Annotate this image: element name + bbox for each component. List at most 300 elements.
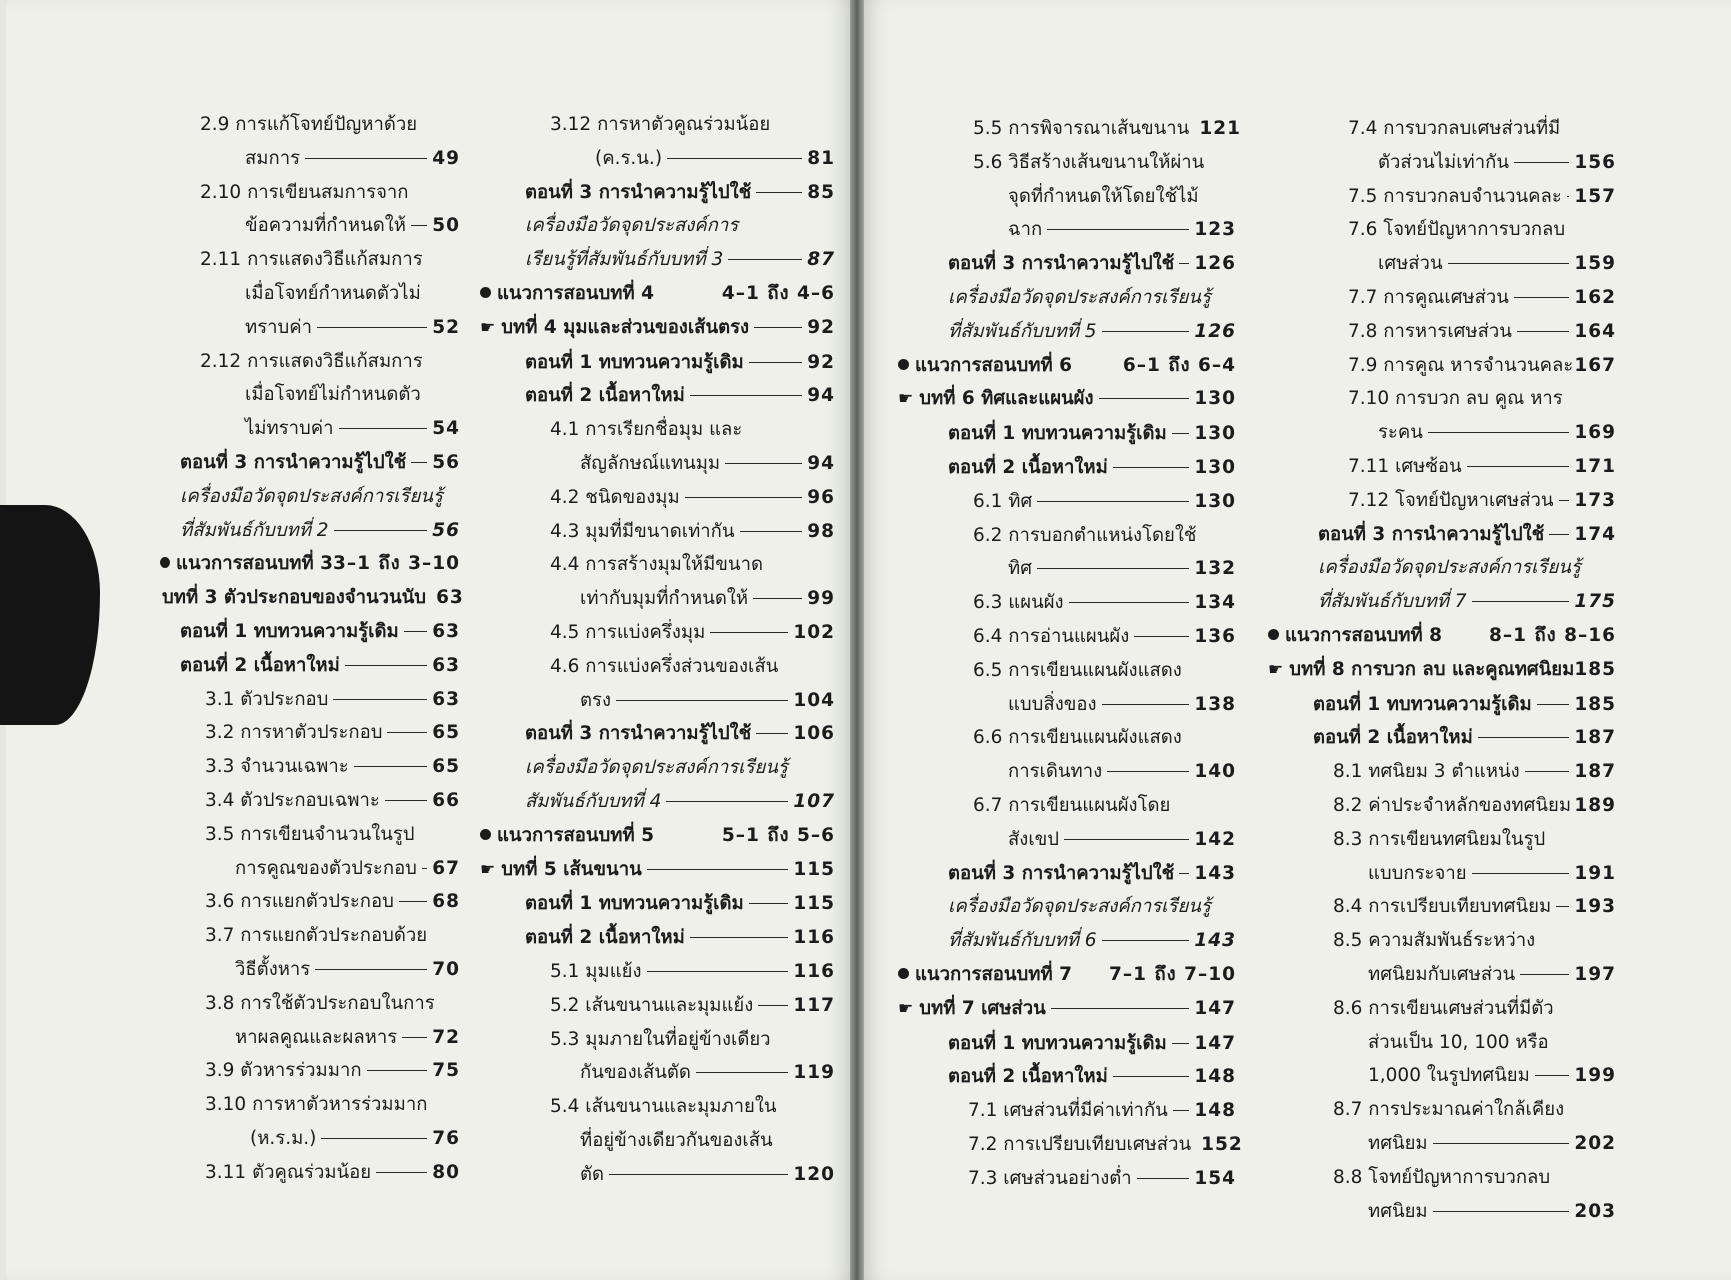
toc-entry	[160, 378, 460, 412]
toc-entry	[1268, 1161, 1616, 1195]
leader-line	[1134, 636, 1189, 637]
toc-page-number: 126	[1194, 253, 1236, 275]
leader-line	[1047, 229, 1189, 230]
toc-entry-title: ทราบค่า	[245, 316, 313, 338]
toc-page-number: 5–1 ถึง 5–6	[721, 824, 835, 846]
toc-entry-title: 5.1 มุมแย้ง	[550, 960, 642, 982]
toc-page-number: 94	[807, 385, 835, 407]
toc-page-number: 76	[432, 1127, 460, 1149]
toc-entry	[160, 480, 460, 514]
toc-entry-title: ตรง	[580, 689, 611, 711]
toc-column-1	[160, 108, 464, 1190]
toc-page-number: 68	[432, 891, 460, 913]
toc-entry-title: ตัด	[580, 1163, 605, 1185]
toc-entry-title: 3.6 การแยกตัวประกอบ	[205, 891, 394, 913]
toc-entry-title: 3.5 การเขียนจำนวนในรูป	[205, 823, 415, 845]
toc-entry	[1268, 755, 1616, 789]
toc-entry-title: 5.3 มุมภายในที่อยู่ข้างเดียว	[550, 1028, 771, 1050]
toc-page-number: 115	[793, 858, 835, 880]
leader-line	[1102, 704, 1190, 705]
toc-page-number: 121	[1199, 118, 1241, 139]
toc-page-number: 72	[432, 1026, 460, 1048]
toc-page-number: 94	[807, 452, 835, 474]
leader-line	[616, 700, 788, 701]
toc-entry	[898, 382, 1236, 417]
leader-line	[1567, 196, 1570, 197]
toc-entry	[898, 180, 1236, 214]
toc-page-number: 66	[432, 789, 460, 811]
leader-line	[1037, 568, 1189, 569]
toc-entry-title: ที่สัมพันธ์กับบทที่ 7	[1318, 591, 1467, 613]
leader-line	[1051, 1008, 1190, 1009]
toc-entry-title: แบบกระจาย	[1368, 862, 1467, 884]
leader-line	[609, 1174, 788, 1175]
leader-line	[1559, 500, 1570, 501]
bullet-icon	[480, 287, 491, 298]
toc-page-number: 143	[1194, 862, 1236, 884]
toc-page-number: 140	[1194, 761, 1236, 783]
toc-page-number: 115	[793, 893, 835, 915]
pointing-hand-icon: ☛	[1268, 659, 1284, 680]
toc-entry-title: ตอนที่ 3 การนำความรู้ไปใช้	[525, 181, 752, 203]
leader-line	[1137, 1178, 1190, 1179]
toc-page-number: 147	[1194, 1032, 1236, 1054]
toc-entry	[160, 1122, 460, 1156]
toc-page-number: 175	[1574, 591, 1616, 613]
toc-entry	[480, 548, 835, 582]
toc-entry	[160, 615, 460, 649]
toc-page-number: 67	[432, 857, 460, 879]
toc-entry-title: 6.2 การบอกตำแหน่งโดยใช้	[973, 524, 1197, 546]
toc-entry	[160, 1054, 460, 1088]
toc-entry-title: ตอนที่ 3 การนำความรู้ไปใช้	[948, 253, 1175, 275]
toc-entry-title: บทที่ 8 การบวก ลบ และคูณทศนิยม	[1289, 658, 1575, 680]
toc-entry-title: (ค.ร.น.)	[595, 147, 663, 169]
toc-page-number: 130	[1194, 490, 1236, 512]
toc-entry-title: 2.11 การแสดงวิธีแก้สมการ	[200, 249, 423, 271]
toc-column-2	[480, 108, 835, 1192]
toc-entry-title: ส่วนเป็น 10, 100 หรือ	[1368, 1031, 1549, 1053]
toc-page-number: 138	[1194, 693, 1236, 715]
leader-line	[385, 800, 427, 801]
leader-line	[411, 225, 427, 226]
pointing-hand-icon: ☛	[480, 859, 496, 880]
toc-entry-title: 3.11 ตัวคูณร่วมน้อย	[205, 1161, 372, 1183]
leader-line	[354, 766, 428, 767]
toc-entry	[898, 485, 1236, 519]
leader-line	[1478, 737, 1570, 738]
toc-entry-title: 2.9 การแก้โจทย์ปัญหาด้วย	[200, 114, 418, 135]
leader-line	[387, 732, 427, 733]
toc-entry-title: สมการ	[245, 147, 301, 169]
toc-entry	[1268, 518, 1616, 552]
toc-entry-title: ตอนที่ 1 ทบทวนความรู้เดิม	[948, 1032, 1167, 1054]
leader-line	[1549, 534, 1569, 535]
toc-entry	[480, 243, 835, 277]
toc-entry	[480, 582, 835, 616]
leader-line	[710, 632, 788, 633]
toc-page-number: 81	[807, 147, 835, 169]
toc-page-number: 80	[432, 1161, 460, 1183]
leader-line	[1517, 331, 1569, 332]
toc-entry-title: บทที่ 6 ทิศและแผนผัง	[919, 388, 1094, 410]
toc-entry	[898, 247, 1236, 281]
toc-entry-title: 8.8 โจทย์ปัญหาการบวกลบ	[1333, 1166, 1551, 1188]
toc-entry-title: 7.7 การคูณเศษส่วน	[1348, 286, 1509, 308]
leader-line	[1433, 1143, 1570, 1144]
toc-entry-title: แนวการสอนบทที่ 6	[915, 354, 1072, 376]
toc-entry	[898, 1162, 1236, 1196]
toc-page-number: 185	[1574, 658, 1616, 680]
leader-line	[1113, 467, 1190, 468]
toc-entry-title: 3.1 ตัวประกอบ	[205, 688, 329, 710]
leader-line	[1173, 1110, 1190, 1111]
toc-entry-title: 5.2 เส้นขนานและมุมแย้ง	[550, 994, 754, 1016]
leader-line	[1179, 873, 1189, 874]
toc-entry	[480, 785, 835, 819]
toc-entry-title: ทศนิยม	[1368, 1200, 1428, 1222]
toc-page-number: 173	[1574, 489, 1616, 511]
toc-entry	[160, 176, 460, 210]
toc-page-number: 119	[793, 1062, 835, 1084]
leader-line	[1472, 873, 1570, 874]
toc-page-number: 49	[432, 147, 460, 169]
toc-page-number: 154	[1194, 1167, 1236, 1189]
toc-entry-title: บทที่ 4 มุมและส่วนของเส้นตรง	[501, 316, 750, 338]
toc-entry	[160, 885, 460, 919]
toc-entry-title: 8.7 การประมาณค่าใกล้เคียง	[1333, 1099, 1565, 1121]
toc-entry-title: 4.2 ชนิดของมุม	[550, 486, 680, 508]
toc-page-number: 199	[1574, 1065, 1616, 1087]
leader-line	[1099, 398, 1190, 399]
toc-page-number: 169	[1574, 422, 1616, 444]
toc-entry-title: ตอนที่ 3 การนำความรู้ไปใช้	[180, 451, 407, 473]
toc-entry	[160, 277, 460, 311]
toc-entry	[480, 989, 835, 1023]
toc-entry-title: 6.7 การเขียนแผนผังโดย	[973, 794, 1171, 816]
toc-entry-title: 3.8 การใช้ตัวประกอบในการ	[205, 992, 435, 1014]
toc-entry	[1268, 180, 1616, 214]
toc-page-number: 136	[1194, 625, 1236, 647]
toc-entry	[1268, 619, 1616, 653]
toc-entry-title: ระคน	[1378, 422, 1423, 444]
toc-entry-title: เครื่องมือวัดจุดประสงค์การเรียนรู้	[1318, 557, 1581, 579]
leader-line	[402, 1037, 427, 1038]
leader-line	[1467, 466, 1570, 467]
leader-line	[647, 971, 789, 972]
toc-entry	[1268, 213, 1616, 247]
toc-entry	[1268, 789, 1616, 823]
toc-page-number: 63	[432, 620, 460, 642]
toc-entry	[1268, 315, 1616, 349]
toc-page-number: 157	[1574, 185, 1616, 207]
toc-entry-title: 4.1 การเรียกชื่อมุม และ	[550, 419, 743, 441]
toc-entry	[480, 751, 835, 785]
toc-entry	[1268, 551, 1616, 585]
toc-entry-title: ตอนที่ 1 ทบทวนความรู้เดิม	[948, 423, 1167, 445]
toc-page-number: 167	[1574, 354, 1616, 376]
toc-entry-title: 7.3 เศษส่วนอย่างต่ำ	[968, 1167, 1132, 1189]
toc-entry-title: ไม่ทราบค่า	[245, 418, 334, 440]
toc-entry-title: 3.7 การแยกตัวประกอบด้วย	[205, 925, 428, 947]
toc-entry	[1268, 958, 1616, 992]
toc-entry	[480, 481, 835, 515]
toc-entry-title: สัมพันธ์กับบทที่ 4	[525, 790, 662, 812]
toc-entry-title: ที่สัมพันธ์กับบทที่ 2	[180, 519, 329, 541]
toc-entry	[480, 413, 835, 447]
toc-entry	[480, 717, 835, 751]
toc-entry	[898, 789, 1236, 823]
toc-entry	[898, 992, 1236, 1027]
toc-entry	[1268, 146, 1616, 180]
toc-entry-title: เครื่องมือวัดจุดประสงค์การเรียนรู้	[525, 757, 788, 779]
toc-page-number: 130	[1194, 456, 1236, 478]
toc-page-number: 202	[1574, 1132, 1616, 1154]
toc-entry	[480, 346, 835, 380]
toc-entry	[898, 654, 1236, 688]
leader-line	[725, 463, 802, 464]
toc-entry-title: 6.1 ทิศ	[973, 490, 1033, 512]
leader-line	[1069, 602, 1190, 603]
toc-entry	[1268, 653, 1616, 688]
toc-page-number: 156	[1574, 151, 1616, 173]
toc-page-number: 116	[793, 927, 835, 949]
toc-entry	[160, 446, 460, 480]
toc-entry-title: ตอนที่ 1 ทบทวนความรู้เดิม	[180, 620, 399, 642]
toc-page-number: 187	[1574, 761, 1616, 783]
toc-entry	[480, 921, 835, 955]
toc-entry-title: เครื่องมือวัดจุดประสงค์การเรียนรู้	[948, 286, 1211, 308]
toc-entry	[160, 514, 460, 548]
toc-entry	[160, 108, 460, 142]
toc-entry	[1268, 112, 1616, 146]
toc-entry	[480, 515, 835, 549]
toc-entry-title: 8.2 ค่าประจำหลักของทศนิยม	[1333, 794, 1572, 816]
toc-entry	[1268, 857, 1616, 891]
toc-entry	[898, 620, 1236, 654]
leader-line	[696, 1072, 788, 1073]
leader-line	[317, 327, 427, 328]
toc-page-number: 7–1 ถึง 7–10	[1109, 963, 1236, 985]
toc-entry-title: ตอนที่ 2 เนื้อหาใหม่	[525, 385, 685, 407]
toc-entry-title: 3.2 การหาตัวประกอบ	[205, 722, 383, 744]
leader-line	[749, 903, 789, 904]
leader-line	[1064, 839, 1189, 840]
toc-entry-title: 3.4 ตัวประกอบเฉพาะ	[205, 789, 380, 811]
toc-entry	[898, 417, 1236, 451]
toc-entry-title: เครื่องมือวัดจุดประสงค์การเรียนรู้	[180, 485, 443, 507]
toc-column-3	[898, 112, 1243, 1196]
toc-entry-title: ที่สัมพันธ์กับบทที่ 6	[948, 930, 1097, 952]
leader-line	[728, 259, 802, 260]
toc-page-number: 159	[1574, 253, 1616, 275]
toc-entry	[1268, 450, 1616, 484]
bullet-icon	[898, 968, 909, 979]
toc-entry	[1268, 924, 1616, 958]
toc-entry-title: ที่สัมพันธ์กับบทที่ 5	[948, 320, 1097, 342]
toc-entry-title: 3.10 การหาตัวหารร่วมมาก	[205, 1094, 428, 1116]
toc-entry	[160, 784, 460, 818]
toc-entry	[1268, 1093, 1616, 1127]
toc-entry-title: ตอนที่ 1 ทบทวนความรู้เดิม	[1313, 693, 1532, 715]
toc-entry-title: ตอนที่ 2 เนื้อหาใหม่	[1313, 727, 1473, 749]
toc-page-number: 107	[793, 790, 835, 812]
leader-line	[690, 395, 802, 396]
toc-page-number: 117	[793, 994, 835, 1016]
toc-entry-title: ตอนที่ 3 การนำความรู้ไปใช้	[1318, 523, 1545, 545]
toc-entry	[898, 315, 1236, 349]
toc-entry	[898, 519, 1236, 553]
toc-entry	[160, 1088, 460, 1122]
toc-page-number: 70	[432, 958, 460, 980]
toc-entry	[480, 277, 835, 311]
bullet-icon	[1268, 629, 1279, 640]
toc-entry-title: 4.4 การสร้างมุมให้มีขนาด	[550, 554, 763, 576]
toc-entry	[480, 684, 835, 718]
leader-line	[404, 631, 428, 632]
toc-entry-title: เครื่องมือวัดจุดประสงค์การ	[525, 215, 739, 237]
toc-entry-title: ตอนที่ 2 เนื้อหาใหม่	[948, 1066, 1108, 1088]
toc-entry	[898, 755, 1236, 789]
toc-page-number: 203	[1574, 1200, 1616, 1222]
toc-entry-title: 7.2 การเปรียบเทียบเศษส่วน	[968, 1133, 1192, 1155]
leader-line	[339, 428, 428, 429]
toc-entry	[160, 852, 460, 886]
leader-line	[1525, 771, 1570, 772]
toc-entry-title: ตอนที่ 1 ทบทวนความรู้เดิม	[525, 351, 744, 373]
toc-page-number: 65	[432, 756, 460, 778]
toc-entry-title: 8.4 การเปรียบเทียบทศนิยม	[1333, 896, 1552, 918]
toc-entry	[160, 716, 460, 750]
toc-page-number: 87	[807, 249, 835, 271]
toc-entry	[898, 1027, 1236, 1061]
toc-page-number: 92	[807, 316, 835, 338]
toc-entry-title: 3.9 ตัวหารร่วมมาก	[205, 1060, 362, 1082]
toc-entry	[160, 750, 460, 784]
leader-line	[1179, 263, 1189, 264]
pointing-hand-icon: ☛	[898, 998, 914, 1019]
toc-entry-title: 5.5 การพิจารณาเส้นขนาน	[973, 118, 1190, 139]
toc-page-number: 65	[432, 722, 460, 744]
toc-entry	[1268, 890, 1616, 924]
toc-entry	[898, 281, 1236, 315]
leader-line	[685, 497, 803, 498]
toc-entry-title: แนวการสอนบทที่ 7	[915, 963, 1072, 985]
toc-entry-title: กันของเส้นตัด	[580, 1062, 691, 1084]
toc-entry	[480, 887, 835, 921]
leader-line	[376, 1172, 427, 1173]
toc-page-number: 162	[1574, 286, 1616, 308]
toc-entry	[480, 176, 835, 210]
toc-entry-title: 8.1 ทศนิยม 3 ตำแหน่ง	[1333, 761, 1520, 783]
leader-line	[756, 733, 788, 734]
toc-entry-title: 7.12 โจทย์ปัญหาเศษส่วน	[1348, 489, 1554, 511]
leader-line	[754, 327, 802, 328]
toc-entry-title: ตอนที่ 2 เนื้อหาใหม่	[525, 927, 685, 949]
toc-entry-title: การคูณของตัวประกอบ	[235, 857, 417, 879]
toc-entry	[898, 688, 1236, 722]
toc-entry-title: ทิศ	[1008, 558, 1032, 580]
toc-entry	[898, 1060, 1236, 1094]
toc-entry	[160, 919, 460, 953]
leader-line	[1514, 297, 1569, 298]
leader-line	[305, 158, 427, 159]
toc-entry	[480, 209, 835, 243]
leader-line	[367, 1070, 428, 1071]
toc-page-number: 193	[1574, 896, 1616, 918]
toc-entry	[1268, 1059, 1616, 1093]
leader-line	[1520, 974, 1569, 975]
toc-entry	[1268, 688, 1616, 722]
toc-entry-title: สังเขป	[1008, 828, 1060, 850]
toc-entry-title: 7.5 การบวกลบจำนวนคละ	[1348, 185, 1562, 207]
toc-entry	[160, 345, 460, 379]
toc-entry	[160, 987, 460, 1021]
toc-page-number: 187	[1574, 727, 1616, 749]
toc-entry-title: วิธีตั้งหาร	[235, 958, 311, 980]
toc-entry	[1268, 247, 1616, 281]
toc-page-number: 56	[432, 519, 460, 541]
toc-entry	[480, 1124, 835, 1158]
leader-line	[315, 969, 427, 970]
toc-entry	[160, 581, 464, 615]
toc-page-number: 63	[432, 654, 460, 676]
toc-entry-title: ตอนที่ 2 เนื้อหาใหม่	[948, 456, 1108, 478]
toc-page-number: 197	[1574, 963, 1616, 985]
toc-entry-title: บทที่ 7 เศษส่วน	[919, 997, 1046, 1019]
toc-entry-title: ฉาก	[1008, 219, 1043, 241]
toc-page-number: 130	[1194, 423, 1236, 445]
toc-page-number: 106	[793, 723, 835, 745]
toc-entry-title: เมื่อโจทย์กำหนดตัวไม่	[245, 282, 421, 304]
toc-page-number: 54	[432, 418, 460, 440]
toc-entry	[898, 586, 1236, 620]
toc-page-number: 98	[807, 520, 835, 542]
toc-entry	[160, 649, 460, 683]
toc-entry-title: 6.3 แผนผัง	[973, 592, 1064, 614]
toc-page-number: 6–1 ถึง 6–4	[1122, 354, 1236, 376]
toc-page-number: 92	[807, 351, 835, 373]
toc-entry-title: 4.5 การแบ่งครึ่งมุม	[550, 621, 706, 643]
toc-entry-title: 7.8 การหารเศษส่วน	[1348, 320, 1512, 342]
toc-page-number: 147	[1194, 997, 1236, 1019]
toc-entry	[1268, 1195, 1616, 1229]
toc-entry	[160, 953, 460, 987]
toc-entry-title: ตัวส่วนไม่เท่ากัน	[1378, 151, 1509, 173]
toc-page-number: 56	[432, 451, 460, 473]
toc-entry-title: ตอนที่ 3 การนำความรู้ไปใช้	[525, 723, 752, 745]
toc-entry	[1268, 1127, 1616, 1161]
toc-entry	[898, 857, 1236, 891]
leader-line	[345, 665, 427, 666]
toc-page-number: 132	[1194, 558, 1236, 580]
toc-page-number: 142	[1194, 828, 1236, 850]
leader-line	[647, 869, 789, 870]
toc-page-number: 4–1 ถึง 4–6	[721, 282, 835, 304]
toc-entry-title: 7.11 เศษซ้อน	[1348, 455, 1462, 477]
bullet-icon	[480, 829, 491, 840]
toc-entry	[898, 146, 1236, 180]
leader-line	[667, 158, 802, 159]
toc-entry	[1268, 823, 1616, 857]
leader-line	[1535, 1075, 1570, 1076]
leader-line	[1537, 704, 1570, 705]
toc-entry-title: เครื่องมือวัดจุดประสงค์การเรียนรู้	[948, 896, 1211, 918]
leader-line	[1102, 331, 1190, 332]
toc-entry-title: 7.9 การคูณ หารจำนวนคละ	[1348, 354, 1574, 376]
leader-line	[1514, 162, 1569, 163]
leader-line	[1448, 263, 1570, 264]
